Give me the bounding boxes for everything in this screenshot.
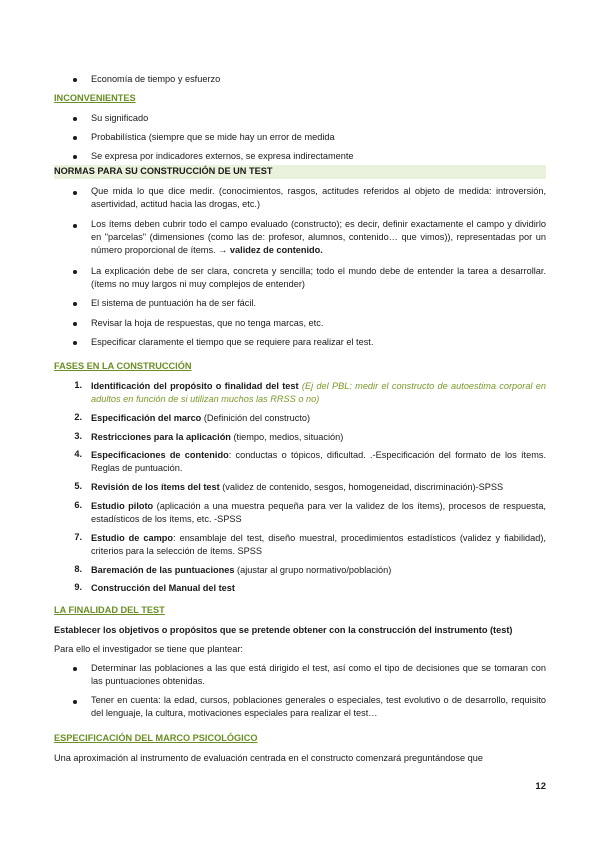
- bullet: [73, 270, 77, 274]
- bullet: [73, 191, 77, 195]
- list-item-text: [91, 380, 546, 406]
- page-number: 12: [535, 781, 546, 792]
- list-item-rest: (validez de contenido, sesgos, homogeneidad, discriminación)-SPSS: [219, 482, 504, 492]
- bullet: [73, 224, 77, 228]
- list-item-example: (Ej del PBL: medir el constructo de autoestima corporal en adultos en función de si utilizan muchos las RRSS o no): [91, 381, 546, 404]
- list-item-bold: Identificación del propósito o finalidad del test: [91, 381, 299, 391]
- bullet-text: Que mida lo que dice medir. (conocimientos, rasgos, actitudes referidos al objeto de medida: introversión, asertividad, actitud hacia las drogas, etc.): [91, 186, 546, 209]
- arrow-icon: →: [218, 245, 228, 255]
- bullet-text: Revisar la hoja de respuestas, que no tenga marcas, etc.: [91, 318, 324, 328]
- bullet: [73, 155, 77, 159]
- list-item-bold: Construcción del Manual del test: [91, 583, 235, 593]
- list-item-rest: : conductas o tópicos, dificultad. .-Especificación del formato de los ítems. Reglas de puntuación.: [91, 450, 546, 473]
- section-heading-especificacion: ESPECIFICACIÓN DEL MARCO PSICOLÓGICO: [54, 733, 258, 743]
- list-item-text: [91, 449, 546, 475]
- list-item-text: [91, 532, 546, 558]
- bullet: [73, 667, 77, 671]
- list-item-rest: (aplicación a una muestra pequeña para ver la validez de los ítems), procesos de respuesta, estadísticos de los ítems, etc. -SPSS: [91, 501, 546, 524]
- list-item-text: [91, 500, 546, 526]
- section-heading-inconvenientes: INCONVENIENTES: [54, 93, 136, 103]
- list-item-bold: Baremación de las puntuaciones: [91, 565, 235, 575]
- list-number: 1.: [74, 380, 82, 390]
- list-number: 3.: [74, 431, 82, 441]
- list-number: 5.: [74, 481, 82, 491]
- list-item-bold: Estudio piloto: [91, 501, 154, 511]
- list-number: 6.: [74, 500, 82, 510]
- bullet: [73, 341, 77, 345]
- list-item-rest: (ajustar al grupo normativo/población): [234, 565, 392, 575]
- list-number: 8.: [74, 564, 82, 574]
- bullet-text: El sistema de puntuación ha de ser fácil.: [91, 298, 256, 308]
- list-item-text: [91, 564, 546, 577]
- list-item-bold: Especificaciones de contenido: [91, 450, 229, 460]
- bullet-text: Se expresa por indicadores externos, se expresa indirectamente: [91, 151, 354, 161]
- bullet-text: Su significado: [91, 113, 149, 123]
- bullet: [73, 78, 77, 82]
- bullet-text: Especificar claramente el tiempo que se requiere para realizar el test.: [91, 337, 374, 347]
- bullet-text: Economía de tiempo y esfuerzo: [91, 74, 221, 84]
- bullet-text: [91, 218, 546, 257]
- list-item-bold: Estudio de campo: [91, 533, 174, 543]
- especificacion-paragraph: Una aproximación al instrumento de evaluación centrada en el constructo comenzará preguntándose que: [54, 753, 484, 763]
- section-heading-normas: NORMAS PARA SU CONSTRUCCIÓN DE UN TEST: [54, 166, 273, 176]
- bullet-text: Tener en cuenta: la edad, cursos, poblaciones generales o especiales, test evolutivo o de desarrollo, requisito del lenguaje, la cultura, motivaciones especiales para realizar el test…: [91, 695, 546, 718]
- list-item-text: [91, 582, 546, 595]
- bullet-text: Determinar las poblaciones a las que está dirigido el test, así como el tipo de decisiones que se tomaran con las puntuaciones obtenidas.: [91, 663, 546, 686]
- list-item-rest: (tiempo, medios, situación): [230, 432, 344, 442]
- bullet: [73, 136, 77, 140]
- bullet: [73, 117, 77, 121]
- list-item-rest: (Definición del constructo): [201, 413, 311, 423]
- bullet: [73, 700, 77, 704]
- bullet-text-main: Los ítems deben cubrir todo el campo evaluado (constructo); es decir, definir exactamente el campo y dividirlo en "parcelas" (dimensiones (como las de: profesor, alumnos, contenido… que vimos)), representadas por un número proporcional de ítems.: [91, 219, 546, 255]
- bullet: [73, 302, 77, 306]
- list-number: 9.: [74, 582, 82, 592]
- list-item-rest: : ensamblaje del test, diseño muestral, procedimientos estadísticos (validez y fiabilidad), criterios para la selección de ítems. SPSS: [91, 533, 546, 556]
- list-number: 2.: [74, 412, 82, 422]
- bullet-text: Probabilística (siempre que se mide hay un error de medida: [91, 132, 335, 142]
- list-number: 7.: [74, 532, 82, 542]
- finalidad-bold-line: Establecer los objetivos o propósitos que se pretende obtener con la construcción del instrumento (test): [54, 625, 513, 635]
- bold-tail: validez de contenido.: [229, 245, 323, 255]
- list-item-bold: Restricciones para la aplicación: [91, 432, 231, 442]
- list-item-text: [91, 431, 546, 444]
- list-item-bold: Especificación del marco: [91, 413, 202, 423]
- finalidad-intro: Para ello el investigador se tiene que plantear:: [54, 644, 243, 654]
- section-heading-finalidad: LA FINALIDAD DEL TEST: [54, 605, 165, 615]
- bullet-text: La explicación debe de ser clara, concreta y sencilla; todo el mundo debe de entender la tarea a desarrollar. (ítems no muy largos ni muy complejos de entender): [91, 266, 546, 289]
- list-number: 4.: [74, 449, 82, 459]
- section-heading-fases: FASES EN LA CONSTRUCCIÓN: [54, 361, 192, 371]
- bullet: [73, 322, 77, 326]
- list-item-text: [91, 412, 546, 425]
- list-item-text: [91, 481, 546, 494]
- list-item-bold: Revisión de los ítems del test: [91, 482, 220, 492]
